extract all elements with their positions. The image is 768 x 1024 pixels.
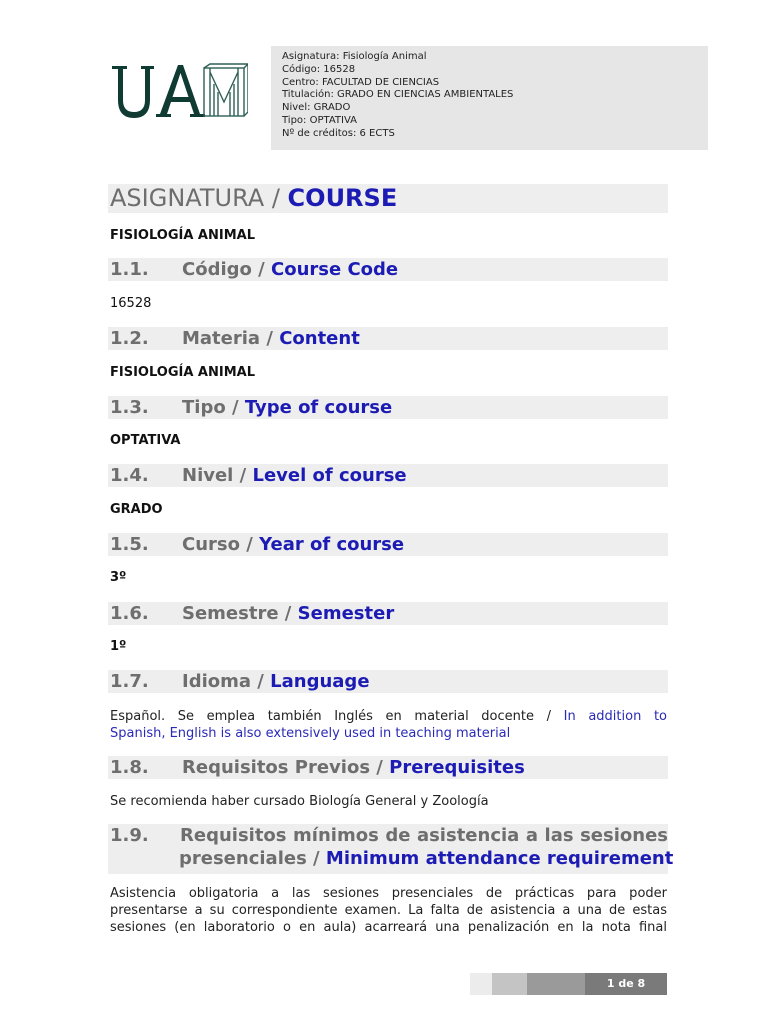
section-label-es: Idioma / — [182, 671, 264, 692]
page-number: 1 de 8 — [585, 973, 667, 995]
section-label-es: Requisitos Previos / — [182, 757, 383, 778]
section-number: 1.8. — [110, 757, 149, 778]
section-label-en: Minimum attendance requirement — [325, 848, 674, 869]
info-code: Código: 16528 — [282, 63, 356, 75]
uam-logo — [110, 62, 248, 120]
attendance-value — [110, 885, 667, 936]
section-label-en: Language — [270, 671, 370, 692]
section-number: 1.3. — [110, 397, 149, 418]
pager-block — [492, 973, 527, 995]
info-level: Nivel: GRADO — [282, 102, 351, 114]
section-language — [108, 670, 668, 693]
course-name-value: FISIOLOGÍA ANIMAL — [110, 228, 255, 243]
section-label-es: Código / — [182, 259, 265, 280]
pager-block — [470, 973, 492, 995]
section-label-en: Semester — [297, 603, 395, 624]
attendance-line: sesiones (en laboratorio o en aula) acarreará una penalización en la nota final — [110, 920, 667, 935]
language-en-2: Spanish, English is also extensively used in teaching material — [110, 726, 511, 741]
section-label-en: Year of course — [259, 534, 405, 555]
section-label-es: Semestre / — [182, 603, 292, 624]
language-es: Español. Se emplea también Inglés en material docente / — [110, 709, 551, 724]
section-label-es: Tipo / — [182, 397, 239, 418]
section-label-es: Nivel / — [182, 465, 247, 486]
section-label-en: Content — [279, 328, 360, 349]
section-number: 1.6. — [110, 603, 149, 624]
year-value: 3º — [110, 570, 127, 585]
info-center: Centro: FACULTAD DE CIENCIAS — [282, 76, 440, 88]
section-label-es: Materia / — [182, 328, 273, 349]
title-es: ASIGNATURA / — [110, 184, 280, 212]
section-number: 1.4. — [110, 465, 149, 486]
content-value: FISIOLOGÍA ANIMAL — [110, 365, 255, 380]
section-number: 1.7. — [110, 671, 149, 692]
section-label-es: Curso / — [182, 534, 253, 555]
language-value — [110, 708, 667, 742]
section-label-en: Prerequisites — [389, 757, 525, 778]
language-en-1: In addition to — [563, 709, 668, 724]
section-number: 1.5. — [110, 534, 149, 555]
section-course-code — [108, 258, 668, 281]
course-title-bar — [108, 184, 668, 213]
section-number: 1.9. — [110, 825, 149, 846]
section-label-es-line2: presenciales / — [179, 848, 320, 869]
section-number: 1.2. — [110, 328, 149, 349]
section-semester — [108, 602, 668, 625]
section-content — [108, 327, 668, 350]
attendance-line: presentarse a su correspondiente examen. La falta de asistencia a una de estas — [110, 903, 667, 918]
info-type: Tipo: OPTATIVA — [282, 114, 357, 126]
info-degree: Titulación: GRADO EN CIENCIAS AMBIENTALES — [282, 89, 514, 101]
pager-block — [527, 973, 585, 995]
section-prerequisites — [108, 756, 668, 779]
section-attendance — [108, 824, 674, 874]
section-label-en: Level of course — [252, 465, 407, 486]
section-year — [108, 533, 668, 556]
section-label-en: Type of course — [244, 397, 393, 418]
attendance-line: Asistencia obligatoria a las sesiones presenciales de prácticas para poder — [110, 886, 667, 901]
prerequisites-value: Se recomienda haber cursado Biología General y Zoología — [110, 794, 489, 809]
semester-value: 1º — [110, 639, 127, 654]
level-value: GRADO — [110, 502, 163, 517]
section-level — [108, 464, 668, 487]
info-credits: Nº de créditos: 6 ECTS — [282, 127, 395, 139]
section-label-es-line1: Requisitos mínimos de asistencia a las sesiones — [180, 825, 668, 846]
title-en: COURSE — [287, 184, 398, 212]
course-info-box — [271, 46, 708, 150]
section-label-en: Course Code — [271, 259, 399, 280]
section-type — [108, 396, 668, 419]
course-code-value: 16528 — [110, 296, 152, 311]
section-number: 1.1. — [110, 259, 149, 280]
info-subject: Asignatura: Fisiología Animal — [282, 51, 427, 62]
type-value: OPTATIVA — [110, 433, 181, 448]
